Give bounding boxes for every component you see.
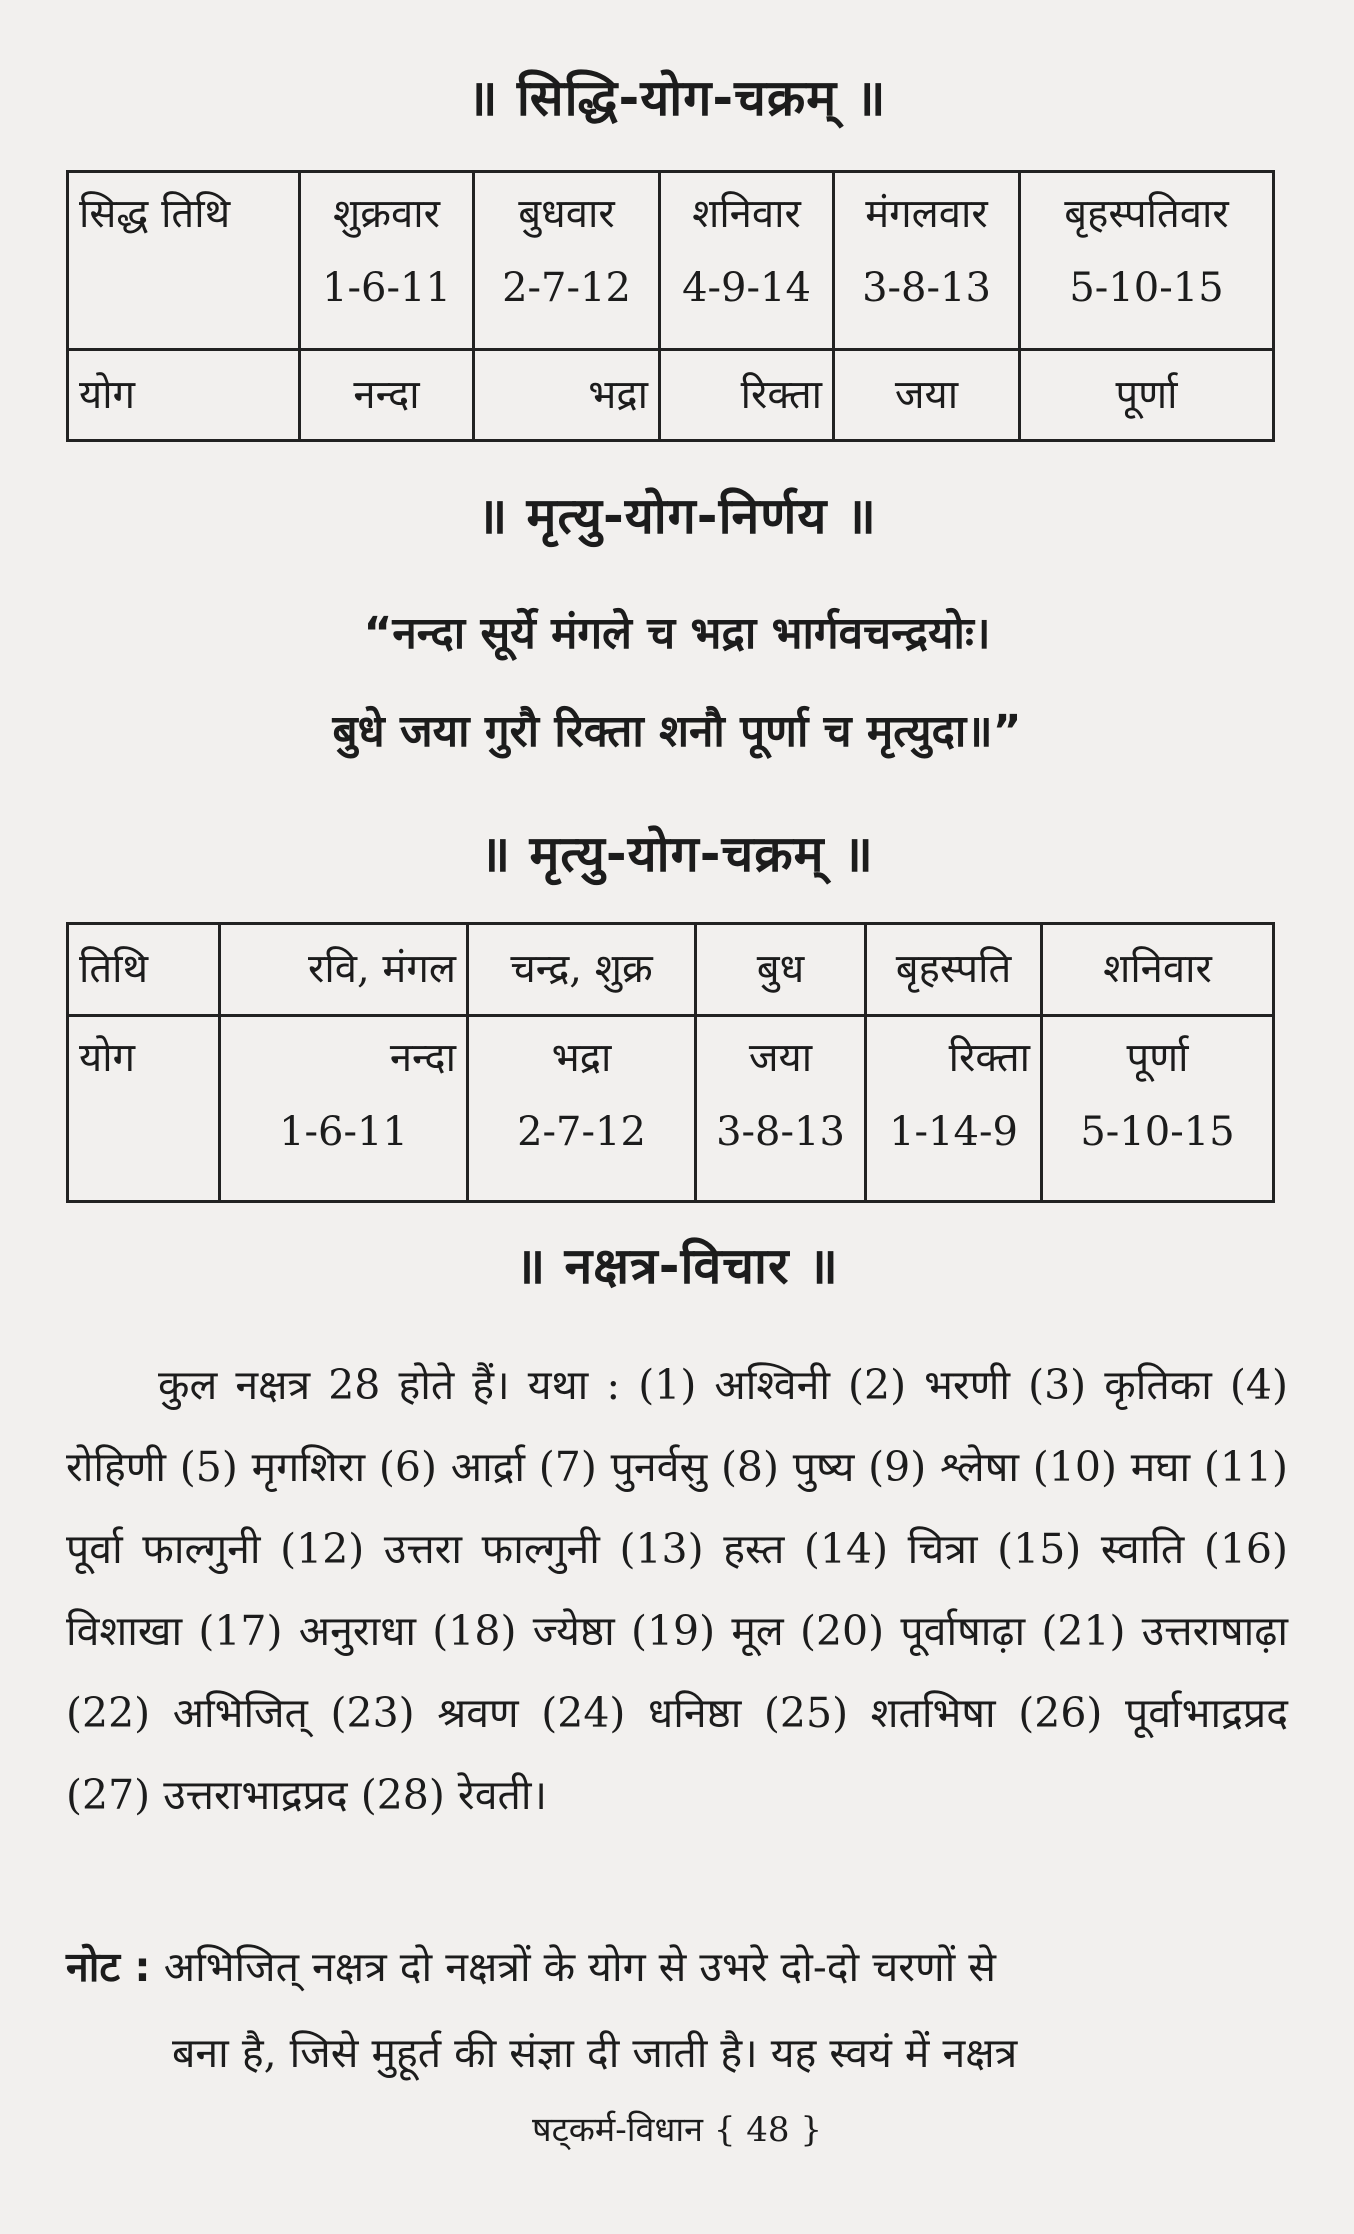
mrityu-col-3 (696, 1016, 866, 1202)
siddhi-yoga-table (66, 170, 1275, 442)
note-line-1: अभिजित् नक्षत्र दो नक्षत्रों के योग से उभरे दो-दो चरणों से (163, 1943, 997, 1991)
mrityu-yoga-2: भद्रा (551, 1035, 612, 1081)
siddhi-day-5: बृहस्पतिवार (1064, 191, 1229, 237)
mrityu-tithi-5: 5-10-15 (1080, 1109, 1235, 1155)
siddhi-yoga-4: जया (894, 372, 959, 418)
mrityu-day-3: बुध (756, 946, 805, 992)
siddhi-col-1 (300, 172, 474, 350)
siddhi-yoga-row (68, 350, 1274, 441)
siddhi-col-3 (660, 172, 834, 350)
mrityu-col-2 (468, 1016, 696, 1202)
siddhi-yoga-title: ॥ सिद्धि-योग-चक्रम् ॥ (467, 69, 887, 127)
mrityu-tithi-row (68, 924, 1274, 1016)
mrityu-day-cell-3 (696, 924, 866, 1016)
siddhi-yoga-2: भद्रा (588, 372, 648, 418)
siddhi-tithi-1: 1-6-11 (322, 265, 451, 311)
siddhi-yoga-cell-2 (474, 350, 660, 441)
siddhi-yoga-cell-1 (300, 350, 474, 441)
note-label: नोट : (66, 1943, 151, 1991)
siddhi-yoga-1: नन्दा (353, 372, 420, 418)
siddhi-day-4: मंगलवार (865, 191, 988, 237)
siddhi-yoga-cell-3 (660, 350, 834, 441)
siddhi-tithi-5: 5-10-15 (1069, 265, 1224, 311)
mrityu-yoga-label-cell (68, 1016, 220, 1202)
mrityu-tithi-3: 3-8-13 (716, 1109, 845, 1155)
siddhi-yoga-cell-5 (1020, 350, 1274, 441)
siddhi-yoga-5: पूर्णा (1115, 372, 1178, 418)
siddhi-yoga-cell-4 (834, 350, 1020, 441)
mrityu-yoga-title: ॥ मृत्यु-योग-चक्रम् ॥ (480, 825, 874, 883)
mrityu-tithi-label: तिथि (79, 946, 149, 992)
mrityu-day-cell-5 (1042, 924, 1274, 1016)
mrityu-col-1 (220, 1016, 468, 1202)
nakshatra-list-paragraph: कुल नक्षत्र 28 होते हैं। यथा : (1) अश्विनी (2) भरणी (3) कृतिका (4) रोहिणी (5) मृगशिरा (6) आर्द्रा (7) पुनर्वसु (8) पुष्य (9) श्लेषा (10) मघा (11) पूर्वा फाल्गुनी (12) उत्तरा फाल्गुनी (13) हस्त (14) चित्रा (15) स्वाति (16) विशाखा (17) अनुराधा (18) ज्येष्ठा (19) मूल (20) पूर्वाषाढ़ा (21) उत्तराषाढ़ा (22) अभिजित् (23) श्रवण (24) धनिष्ठा (25) शतभिषा (26) पूर्वाभाद्रप्रद (27) उत्तराभाद्रप्रद (28) रेवती। (66, 1361, 1288, 1819)
siddhi-day-2: बुधवार (518, 191, 615, 237)
mrityu-day-5: शनिवार (1103, 946, 1212, 992)
nakshatra-title: ॥ नक्षत्र-विचार ॥ (515, 1237, 839, 1295)
siddhi-yoga-3: रिक्ता (740, 372, 822, 418)
mrityu-yoga-table (66, 922, 1275, 1203)
siddhi-tithi-label-cell (68, 172, 300, 350)
siddhi-tithi-2: 2-7-12 (502, 265, 631, 311)
siddhi-day-1: शुक्रवार (333, 191, 440, 237)
mrityu-yoga-row (68, 1016, 1274, 1202)
siddhi-col-5 (1020, 172, 1274, 350)
siddhi-col-2 (474, 172, 660, 350)
mrityu-day-cell-1 (220, 924, 468, 1016)
mrityu-yoga-4: रिक्ता (948, 1035, 1030, 1081)
mrityu-tithi-2: 2-7-12 (517, 1109, 646, 1155)
siddhi-yoga-label-cell (68, 350, 300, 441)
mrityu-nirnay-title: ॥ मृत्यु-योग-निर्णय ॥ (477, 487, 877, 545)
mrityu-day-cell-2 (468, 924, 696, 1016)
note-line-2: बना है, जिसे मुहूर्त की संज्ञा दी जाती है। यह स्वयं में नक्षत्र (172, 2029, 1018, 2077)
siddhi-tithi-4: 3-8-13 (862, 265, 991, 311)
mrityu-tithi-label-cell (68, 924, 220, 1016)
verse-line-2: बुधे जया गुरौ रिक्ता शनौ पूर्णा च मृत्युदा॥” (332, 706, 1022, 757)
mrityu-day-2: चन्द्र, शुक्र (510, 946, 653, 992)
mrityu-col-5 (1042, 1016, 1274, 1202)
mrityu-day-1: रवि, मंगल (308, 946, 456, 992)
verse-line-1: “नन्दा सूर्ये मंगले च भद्रा भार्गवचन्द्रयोः। (363, 608, 991, 659)
mrityu-tithi-1: 1-6-11 (279, 1109, 408, 1155)
nakshatra-note (66, 1924, 1288, 2096)
siddhi-col-4 (834, 172, 1020, 350)
mrityu-day-4: बृहस्पति (895, 946, 1012, 992)
mrityu-yoga-5: पूर्णा (1126, 1035, 1189, 1081)
siddhi-tithi-3: 4-9-14 (682, 265, 811, 311)
siddhi-tithi-row (68, 172, 1274, 350)
mrityu-yoga-1: नन्दा (389, 1035, 456, 1081)
siddhi-yoga-label: योग (79, 372, 136, 418)
siddhi-tithi-label: सिद्ध तिथि (79, 191, 231, 237)
siddhi-day-3: शनिवार (692, 191, 801, 237)
mrityu-tithi-4: 1-14-9 (889, 1109, 1018, 1155)
mrityu-yoga-3: जया (748, 1035, 813, 1081)
page-footer: षट्कर्म-विधान { 48 } (532, 2110, 822, 2150)
mrityu-day-cell-4 (866, 924, 1042, 1016)
mrityu-col-4 (866, 1016, 1042, 1202)
mrityu-yoga-label: योग (79, 1035, 136, 1081)
